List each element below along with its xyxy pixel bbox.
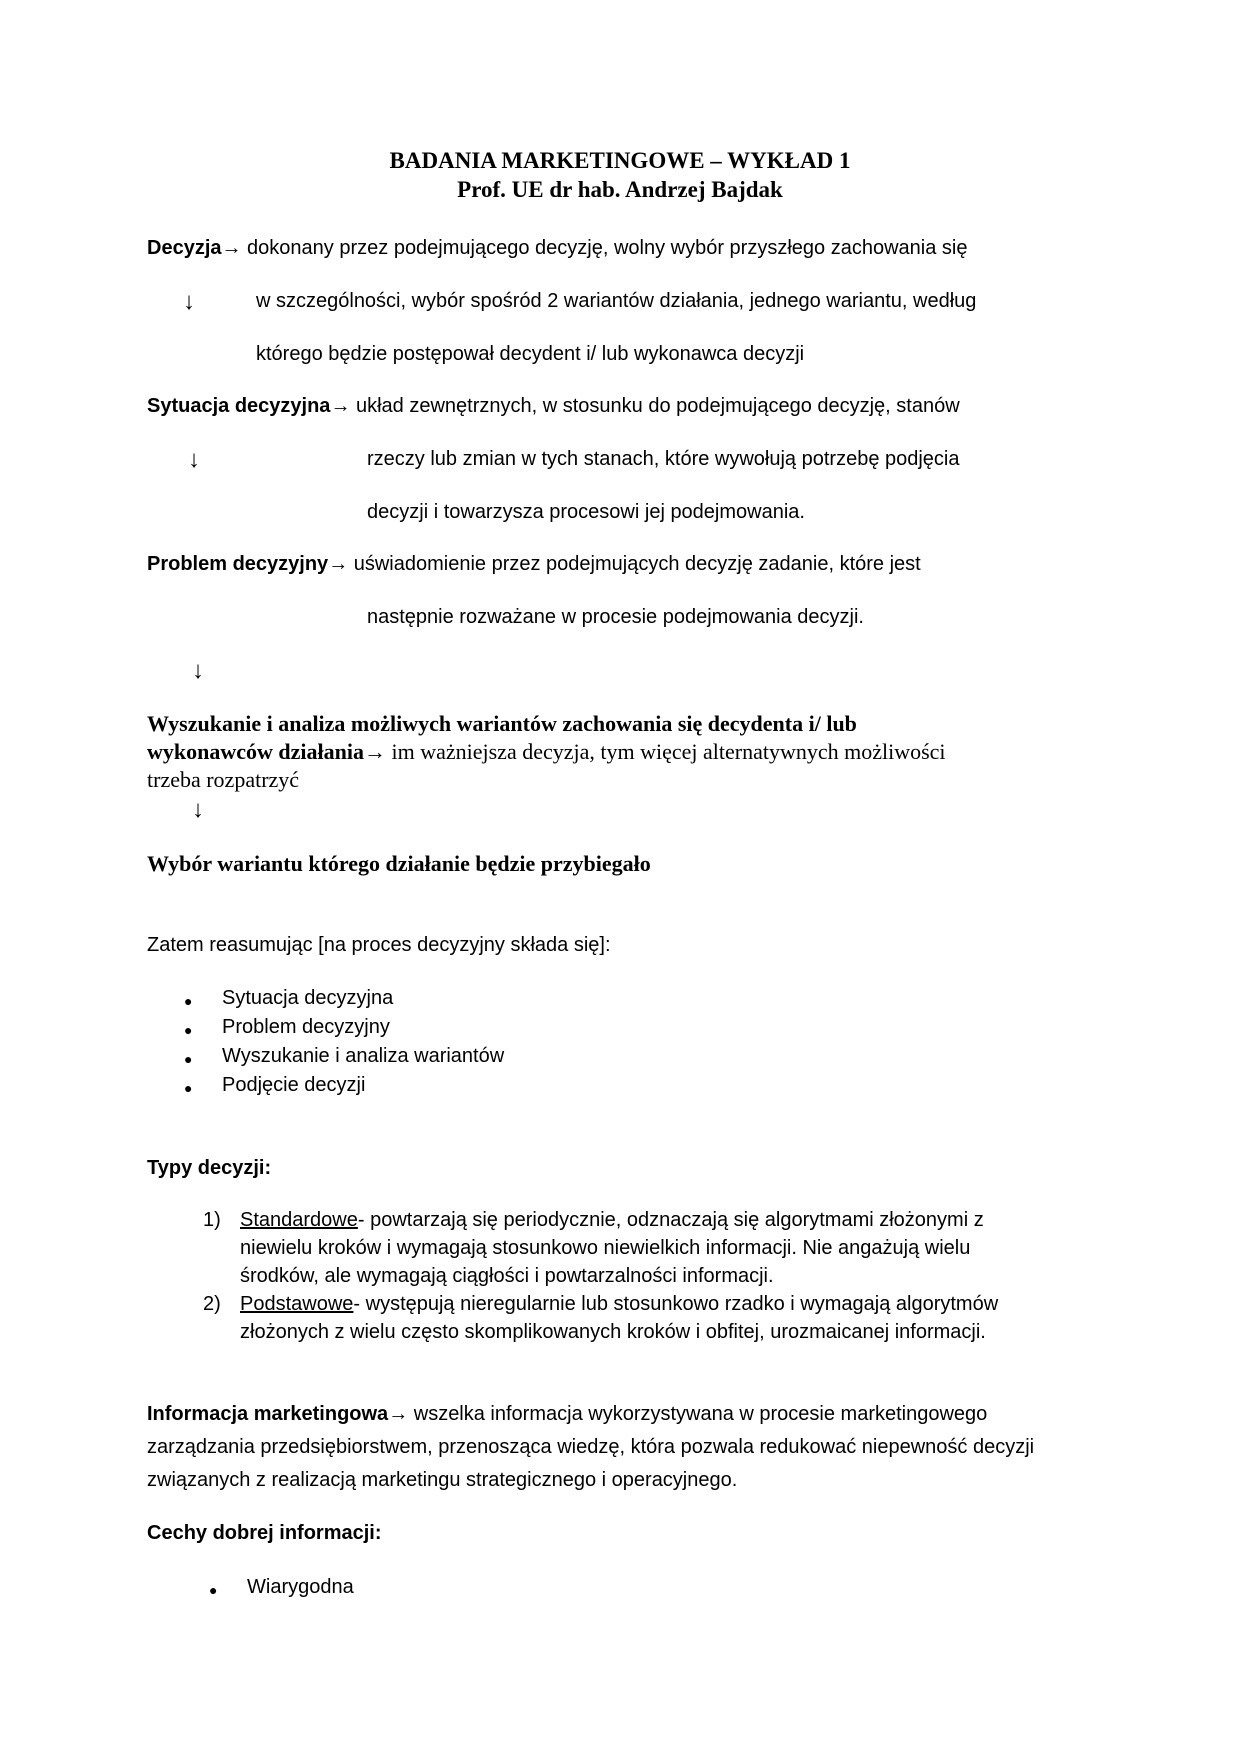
right-arrow-icon: → [388, 1403, 409, 1425]
summary-item-3: Wyszukanie i analiza wariantów [222, 1045, 505, 1067]
types-item-2-number: 2) [203, 1293, 221, 1315]
problem-text-1: uświadomienie przez podejmujących decyzję zadanie, które jest [348, 553, 921, 575]
summary-list-item [184, 989, 192, 1012]
down-arrow-icon: ↓ [188, 446, 200, 473]
types-item-2-text-2: złożonych z wielu często skomplikowanych kroków i obfitej, urozmaicanej informacji. [240, 1321, 986, 1343]
search-text-2: → im ważniejsza decyzja, tym więcej alternatywnych możliwości [363, 739, 946, 764]
search-line-2 [147, 739, 946, 765]
situation-text-3: decyzji i towarzysza procesowi jej podejmowania. [367, 501, 805, 523]
search-term-line-1: Wyszukanie i analiza możliwych wariantów zachowania się decydenta i/ lub [147, 711, 857, 736]
bullet-icon: ● [184, 993, 193, 1009]
info-text-2: zarządzania przedsiębiorstwem, przenosząca wiedzę, która pozwala redukować niepewność decyzji [147, 1436, 1035, 1458]
summary-item-4: Podjęcie decyzji [222, 1074, 366, 1096]
decision-text-3: którego będzie postępował decydent i/ lub wykonawca decyzji [256, 343, 805, 365]
info-term: Informacja marketingowa [147, 1403, 389, 1425]
situation-term: Sytuacja decyzyjna [147, 395, 331, 417]
problem-term: Problem decyzyjny [147, 553, 329, 575]
info-text-3: związanych z realizacją marketingu strategicznego i operacyjnego. [147, 1469, 738, 1491]
decision-line-1 [147, 237, 967, 260]
situation-line-1 [147, 395, 960, 418]
summary-intro: Zatem reasumując [na proces decyzyjny składa się]: [147, 934, 611, 956]
types-item-1-line-1 [240, 1209, 984, 1232]
choice-heading: Wybór wariantu którego działanie będzie przybiegało [147, 851, 651, 876]
features-heading: Cechy dobrej informacji: [147, 1522, 382, 1544]
summary-item-1: Sytuacja decyzyjna [222, 987, 394, 1009]
types-item-2-line-1 [240, 1293, 998, 1316]
problem-line-1 [147, 553, 921, 576]
document-title: BADANIA MARKETINGOWE – WYKŁAD 1 [389, 148, 851, 173]
types-item-1-term: Standardowe [240, 1209, 358, 1231]
decision-text-1: dokonany przez podejmującego decyzję, wolny wybór przyszłego zachowania się [241, 237, 968, 259]
document-subtitle: Prof. UE dr hab. Andrzej Bajdak [457, 177, 783, 202]
info-line-1 [147, 1403, 987, 1426]
bullet-icon: ● [184, 1080, 193, 1096]
summary-list-item [184, 1076, 192, 1099]
bullet-icon: ● [184, 1022, 193, 1038]
right-arrow-icon: → [221, 237, 242, 259]
decision-text-2: w szczególności, wybór spośród 2 wariantów działania, jednego wariantu, według [256, 290, 977, 312]
types-item-1-number: 1) [203, 1209, 221, 1231]
problem-text-2: następnie rozważane w procesie podejmowania decyzji. [367, 606, 864, 628]
decision-term: Decyzja [147, 237, 222, 259]
features-list-item [209, 1578, 217, 1601]
types-heading: Typy decyzji: [147, 1157, 272, 1179]
search-text-3: trzeba rozpatrzyć [147, 767, 300, 792]
features-item-1: Wiarygodna [247, 1576, 354, 1598]
summary-list-item [184, 1047, 192, 1070]
down-arrow-icon: ↓ [183, 288, 195, 315]
situation-text-1: układ zewnętrznych, w stosunku do podejmującego decyzję, stanów [350, 395, 960, 417]
info-text-1: wszelka informacja wykorzystywana w procesie marketingowego [408, 1403, 988, 1425]
right-arrow-icon: → [328, 553, 349, 575]
right-arrow-icon: → [330, 395, 351, 417]
down-arrow-icon: ↓ [192, 796, 204, 823]
bullet-icon: ● [209, 1582, 218, 1598]
situation-text-2: rzeczy lub zmian w tych stanach, które wywołują potrzebę podjęcia [367, 448, 960, 470]
down-arrow-icon: ↓ [192, 657, 204, 684]
types-item-2-term: Podstawowe [240, 1293, 354, 1315]
types-item-1-text-2: niewielu kroków i wymagają stosunkowo niewielkich informacji. Nie angażują wielu [240, 1237, 971, 1259]
search-term-line-2: wykonawców działania [147, 739, 364, 764]
bullet-icon: ● [184, 1051, 193, 1067]
summary-list-item [184, 1018, 192, 1041]
types-item-1-text-3: środków, ale wymagają ciągłości i powtarzalności informacji. [240, 1265, 774, 1287]
types-item-2-text-1: - występują nieregularnie lub stosunkowo rzadko i wymagają algorytmów [353, 1293, 999, 1315]
types-item-1-text-1: - powtarzają się periodycznie, odznaczają się algorytmami złożonymi z [357, 1209, 984, 1231]
summary-item-2: Problem decyzyjny [222, 1016, 390, 1038]
